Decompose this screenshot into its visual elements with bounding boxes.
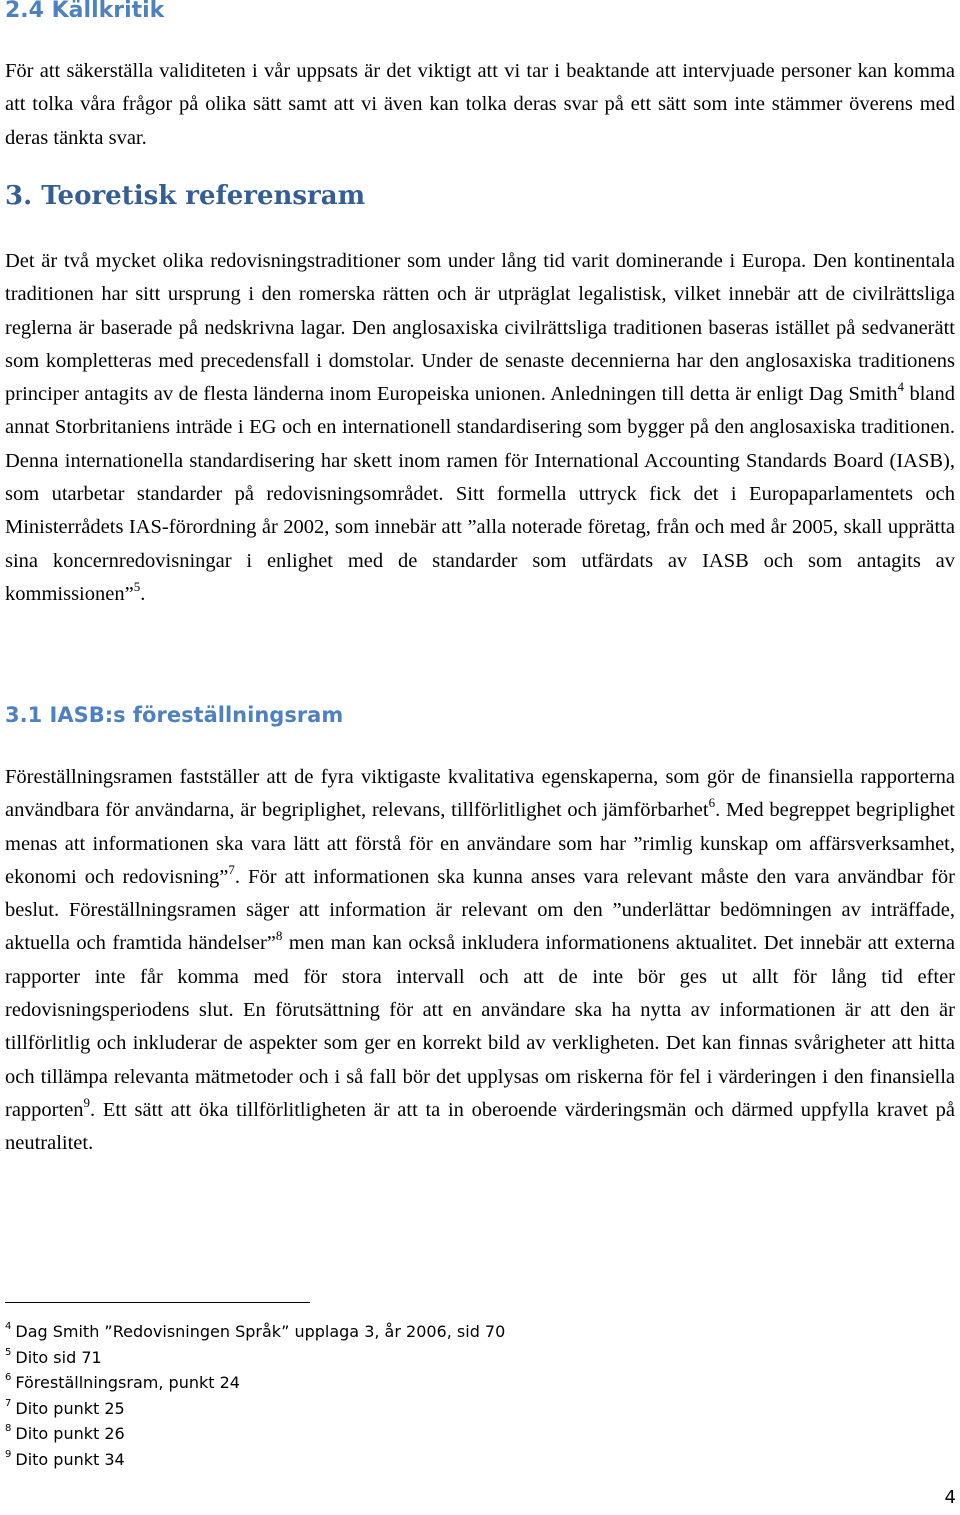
heading-3: 3. Teoretisk referensram [5, 181, 366, 211]
footnote-text: Dag Smith ”Redovisningen Språk” upplaga 3, år 2006, sid 70 [15, 1322, 506, 1341]
footnote-text: Föreställningsram, punkt 24 [15, 1373, 240, 1392]
footnote-text: Dito punkt 25 [15, 1399, 125, 1418]
paragraph-referensram-part3: . [140, 582, 146, 605]
footnote-7 [5, 1396, 125, 1422]
footnote-text: Dito punkt 34 [15, 1450, 125, 1469]
footnote-number: 7 [5, 1398, 12, 1409]
footnote-4 [5, 1319, 505, 1345]
heading-2-4: 2.4 Källkritik [5, 0, 165, 23]
paragraph-iasb-part4: men man kan också inkludera informationens aktualitet. Det innebär att externa rapporter inte får komma med för stora intervall och att de inte bör ges ut allt för lång tid efter redovisningsperiodens slut. En förutsättning för att en användare ska ha nytta av informationen är att den är tillförlitlig och inkluderar de aspekter som ger en korrekt bild av verkligheten. Det kan finnas svårigheter att hitta och tillämpa relevanta mätmetoder och i så fall bör det upplysas om riskerna för fel i värderingen i den finansiella rapporten [5, 932, 955, 1121]
paragraph-iasb-part1: Föreställningsramen fastställer att de fyra viktigaste kvalitativa egenskaperna, som gör de finansiella rapporterna användbara för användarna, är begriplighet, relevans, tillförlitlighet och jämförbarhet [5, 766, 955, 822]
paragraph-referensram-part2: bland annat Storbritaniens inträde i EG och en internationell standardisering som bygger på den anglosaxiska traditionen. Denna internationella standardisering har skett inom ramen för International Accounting Standards Board (IASB), som utarbetar standarder på redovisningsområdet. Sitt formella uttryck fick det i Europaparlamentets och Ministerrådets IAS-förordning år 2002, som innebär att ”alla noterade företag, från och med år 2005, skall upprätta sina koncernredovisningar i enlighet med de standarder som utfärdats av IASB och som antagits av kommissionen” [5, 383, 955, 605]
paragraph-iasb [5, 761, 955, 1161]
footnote-6 [5, 1370, 240, 1396]
footnote-ref-6[interactable]: 6 [708, 795, 716, 811]
footnote-number: 8 [5, 1423, 12, 1434]
paragraph-kallkritik [5, 55, 955, 155]
footnote-text: Dito sid 71 [15, 1348, 102, 1367]
footnote-ref-8[interactable]: 8 [275, 928, 283, 944]
paragraph-referensram [5, 245, 955, 611]
footnote-separator [5, 1302, 310, 1303]
paragraph-kallkritik-text: För att säkerställa validiteten i vår uppsats är det viktigt att vi tar i beaktande att intervjuade personer kan komma att tolka våra frågor på olika sätt samt att vi även kan tolka deras svar på ett sätt som inte stämmer överens med deras tänkta svar. [5, 60, 955, 149]
paragraph-iasb-part3: . För att informationen ska kunna anses vara relevant måste den vara användbar för beslut. Föreställningsramen säger att information är relevant om den ”underlättar bedömningen av inträffade, aktuella och framtida händelser” [5, 865, 955, 955]
paragraph-iasb-part5: . Ett sätt att öka tillförlitligheten är att ta in oberoende värderingsmän och därmed uppfylla kravet på neutralitet. [5, 1098, 955, 1155]
footnote-ref-7[interactable]: 7 [228, 861, 235, 877]
footnote-number: 4 [5, 1321, 12, 1332]
page-number: 4 [944, 1487, 956, 1508]
footnote-text: Dito punkt 26 [15, 1424, 125, 1443]
footnote-9 [5, 1447, 125, 1473]
footnote-ref-4[interactable]: 4 [897, 379, 904, 395]
footnote-number: 9 [5, 1449, 12, 1460]
footnote-number: 5 [5, 1347, 12, 1358]
footnote-ref-9[interactable]: 9 [83, 1094, 91, 1110]
paragraph-referensram-part1: Det är två mycket olika redovisningstraditioner som under lång tid varit dominerande i Europa. Den kontinentala traditionen har sitt ursprung i den romerska rätten och är utpräglat legalistisk, vilket innebär att de civilrättsliga reglerna är baserade på nedskrivna lagar. Den anglosaxiska civilrättsliga traditionen baseras istället på sedvanerätt som kompletteras med precedensfall i domstolar. Under de senaste decennierna har den anglosaxiska traditionens principer antagits av de flesta länderna inom Europeiska unionen. Anledningen till detta är enligt Dag Smith [5, 250, 955, 406]
footnote-8 [5, 1421, 125, 1447]
heading-3-1: 3.1 IASB:s föreställningsram [5, 703, 344, 727]
footnote-5 [5, 1345, 102, 1371]
paragraph-iasb-part2: . Med begreppet begriplighet menas att informationen ska vara lätt att förstå för en användare som har ”rimlig kunskap om affärsverksamhet, ekonomi och redovisning” [5, 799, 956, 888]
footnote-number: 6 [5, 1372, 12, 1383]
footnote-ref-5[interactable]: 5 [133, 578, 141, 594]
